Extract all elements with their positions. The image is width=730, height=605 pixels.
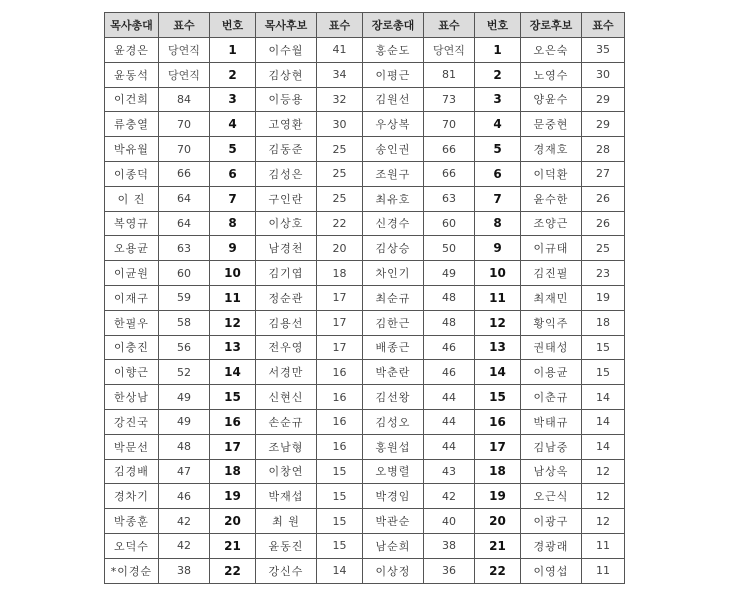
- elder-candidate-votes: 12: [582, 459, 625, 484]
- elder-delegate-votes: 73: [424, 87, 475, 112]
- pastor-candidate-name: 정순관: [256, 285, 317, 310]
- pastor-candidate-votes: 17: [317, 285, 363, 310]
- pastor-candidate-name: 김상현: [256, 62, 317, 87]
- elder-delegate-name: 박춘란: [363, 360, 424, 385]
- pastor-candidate-name: 강신수: [256, 558, 317, 583]
- table-row: [105, 434, 625, 459]
- header-number: 번호: [475, 13, 521, 38]
- elder-candidate-votes: 12: [582, 509, 625, 534]
- elder-delegate-name: 박경임: [363, 484, 424, 509]
- elder-candidate-name: 양윤수: [521, 87, 582, 112]
- elder-candidate-number: 15: [475, 385, 521, 410]
- header-votes: 표수: [582, 13, 625, 38]
- pastor-candidate-votes: 15: [317, 533, 363, 558]
- pastor-candidate-number: 10: [210, 261, 256, 286]
- table-row: [105, 236, 625, 261]
- elder-delegate-votes: 36: [424, 558, 475, 583]
- elder-candidate-name: 이용균: [521, 360, 582, 385]
- elder-candidate-number: 13: [475, 335, 521, 360]
- pastor-delegate-name: 김경배: [105, 459, 159, 484]
- pastor-candidate-votes: 20: [317, 236, 363, 261]
- pastor-delegate-votes: 56: [159, 335, 210, 360]
- pastor-delegate-name: 이건희: [105, 87, 159, 112]
- elder-candidate-votes: 26: [582, 211, 625, 236]
- pastor-candidate-number: 2: [210, 62, 256, 87]
- pastor-delegate-votes: 84: [159, 87, 210, 112]
- pastor-delegate-votes: 58: [159, 310, 210, 335]
- elder-delegate-name: 김원선: [363, 87, 424, 112]
- elder-delegate-votes: 40: [424, 509, 475, 534]
- pastor-candidate-name: 조남형: [256, 434, 317, 459]
- elder-candidate-votes: 11: [582, 558, 625, 583]
- elder-delegate-votes: 60: [424, 211, 475, 236]
- election-results-table-wrap: [104, 12, 624, 584]
- elder-candidate-votes: 30: [582, 62, 625, 87]
- pastor-candidate-votes: 16: [317, 434, 363, 459]
- elder-candidate-number: 8: [475, 211, 521, 236]
- pastor-candidate-votes: 22: [317, 211, 363, 236]
- elder-candidate-number: 9: [475, 236, 521, 261]
- pastor-delegate-votes: 당연직: [159, 62, 210, 87]
- pastor-delegate-name: 류충열: [105, 112, 159, 137]
- pastor-delegate-votes: 42: [159, 533, 210, 558]
- pastor-delegate-votes: 42: [159, 509, 210, 534]
- pastor-candidate-votes: 41: [317, 38, 363, 63]
- elder-candidate-votes: 15: [582, 335, 625, 360]
- elder-delegate-name: 김한근: [363, 310, 424, 335]
- elder-delegate-name: 박관순: [363, 509, 424, 534]
- pastor-candidate-number: 20: [210, 509, 256, 534]
- elder-delegate-votes: 당연직: [424, 38, 475, 63]
- pastor-delegate-votes: 당연직: [159, 38, 210, 63]
- pastor-delegate-votes: 64: [159, 186, 210, 211]
- elder-delegate-votes: 44: [424, 385, 475, 410]
- table-row: [105, 211, 625, 236]
- elder-candidate-name: 오근식: [521, 484, 582, 509]
- pastor-candidate-votes: 18: [317, 261, 363, 286]
- elder-candidate-name: 남상옥: [521, 459, 582, 484]
- table-row: [105, 137, 625, 162]
- pastor-candidate-number: 11: [210, 285, 256, 310]
- pastor-candidate-number: 9: [210, 236, 256, 261]
- pastor-candidate-votes: 15: [317, 509, 363, 534]
- pastor-delegate-name: 한필우: [105, 310, 159, 335]
- pastor-candidate-name: 이상호: [256, 211, 317, 236]
- elder-candidate-votes: 18: [582, 310, 625, 335]
- header-votes: 표수: [159, 13, 210, 38]
- elder-delegate-name: 차인기: [363, 261, 424, 286]
- elder-candidate-number: 19: [475, 484, 521, 509]
- pastor-delegate-name: 윤동석: [105, 62, 159, 87]
- pastor-delegate-name: 오용균: [105, 236, 159, 261]
- pastor-candidate-name: 손순규: [256, 409, 317, 434]
- pastor-candidate-number: 1: [210, 38, 256, 63]
- pastor-candidate-name: 남경천: [256, 236, 317, 261]
- elder-candidate-number: 22: [475, 558, 521, 583]
- elder-delegate-name: 홍원섭: [363, 434, 424, 459]
- elder-delegate-votes: 48: [424, 310, 475, 335]
- pastor-candidate-name: 신현신: [256, 385, 317, 410]
- pastor-candidate-votes: 25: [317, 186, 363, 211]
- pastor-candidate-number: 7: [210, 186, 256, 211]
- pastor-delegate-name: 이향근: [105, 360, 159, 385]
- elder-delegate-votes: 66: [424, 161, 475, 186]
- pastor-delegate-name: 윤경은: [105, 38, 159, 63]
- table-row: [105, 285, 625, 310]
- pastor-candidate-name: 김동준: [256, 137, 317, 162]
- elder-candidate-name: 윤수한: [521, 186, 582, 211]
- elder-candidate-number: 17: [475, 434, 521, 459]
- elder-candidate-votes: 15: [582, 360, 625, 385]
- pastor-candidate-votes: 25: [317, 137, 363, 162]
- pastor-candidate-votes: 15: [317, 459, 363, 484]
- pastor-candidate-number: 19: [210, 484, 256, 509]
- pastor-candidate-votes: 30: [317, 112, 363, 137]
- elder-candidate-number: 4: [475, 112, 521, 137]
- elder-candidate-number: 7: [475, 186, 521, 211]
- pastor-candidate-number: 21: [210, 533, 256, 558]
- table-row: [105, 533, 625, 558]
- pastor-candidate-number: 3: [210, 87, 256, 112]
- table-row: [105, 385, 625, 410]
- elder-delegate-votes: 46: [424, 360, 475, 385]
- elder-candidate-votes: 12: [582, 484, 625, 509]
- elder-candidate-votes: 26: [582, 186, 625, 211]
- elder-candidate-number: 12: [475, 310, 521, 335]
- pastor-candidate-number: 16: [210, 409, 256, 434]
- elder-candidate-name: 이영섭: [521, 558, 582, 583]
- pastor-candidate-votes: 25: [317, 161, 363, 186]
- elder-candidate-votes: 29: [582, 87, 625, 112]
- elder-candidate-name: 최재민: [521, 285, 582, 310]
- pastor-candidate-name: 이창연: [256, 459, 317, 484]
- pastor-delegate-votes: 64: [159, 211, 210, 236]
- pastor-candidate-name: 이등용: [256, 87, 317, 112]
- elder-candidate-name: 이규태: [521, 236, 582, 261]
- table-row: [105, 261, 625, 286]
- pastor-delegate-votes: 52: [159, 360, 210, 385]
- elder-candidate-votes: 14: [582, 434, 625, 459]
- table-row: [105, 62, 625, 87]
- elder-delegate-name: 송인권: [363, 137, 424, 162]
- elder-delegate-votes: 46: [424, 335, 475, 360]
- elder-delegate-name: 김성오: [363, 409, 424, 434]
- header-votes: 표수: [424, 13, 475, 38]
- pastor-candidate-name: 구인란: [256, 186, 317, 211]
- pastor-candidate-votes: 16: [317, 360, 363, 385]
- pastor-delegate-name: 복영규: [105, 211, 159, 236]
- elder-delegate-votes: 81: [424, 62, 475, 87]
- table-body: [105, 38, 625, 584]
- elder-delegate-votes: 49: [424, 261, 475, 286]
- pastor-delegate-name: 이충진: [105, 335, 159, 360]
- elder-candidate-votes: 29: [582, 112, 625, 137]
- elder-delegate-name: 배종근: [363, 335, 424, 360]
- elder-delegate-votes: 43: [424, 459, 475, 484]
- pastor-delegate-votes: 60: [159, 261, 210, 286]
- elder-delegate-name: 남순희: [363, 533, 424, 558]
- elder-delegate-votes: 44: [424, 434, 475, 459]
- elder-candidate-votes: 23: [582, 261, 625, 286]
- elder-candidate-number: 10: [475, 261, 521, 286]
- table-row: [105, 112, 625, 137]
- elder-delegate-name: 김선왕: [363, 385, 424, 410]
- elder-delegate-name: 조원구: [363, 161, 424, 186]
- pastor-delegate-name: 이종덕: [105, 161, 159, 186]
- table-row: [105, 558, 625, 583]
- pastor-delegate-votes: 47: [159, 459, 210, 484]
- pastor-delegate-name: 이 진: [105, 186, 159, 211]
- header-number: 번호: [210, 13, 256, 38]
- pastor-delegate-name: 박종훈: [105, 509, 159, 534]
- elder-candidate-votes: 27: [582, 161, 625, 186]
- elder-candidate-votes: 19: [582, 285, 625, 310]
- elder-candidate-name: 김진필: [521, 261, 582, 286]
- pastor-delegate-votes: 70: [159, 112, 210, 137]
- pastor-candidate-number: 4: [210, 112, 256, 137]
- pastor-candidate-name: 전우영: [256, 335, 317, 360]
- pastor-delegate-votes: 38: [159, 558, 210, 583]
- elder-candidate-votes: 14: [582, 409, 625, 434]
- pastor-candidate-number: 22: [210, 558, 256, 583]
- elder-delegate-votes: 42: [424, 484, 475, 509]
- elder-candidate-name: 문중현: [521, 112, 582, 137]
- header-pastor-candidate: 목사후보: [256, 13, 317, 38]
- pastor-delegate-votes: 70: [159, 137, 210, 162]
- pastor-delegate-votes: 66: [159, 161, 210, 186]
- pastor-delegate-name: 박유월: [105, 137, 159, 162]
- table-row: [105, 459, 625, 484]
- elder-candidate-name: 박태규: [521, 409, 582, 434]
- pastor-delegate-name: *이경순: [105, 558, 159, 583]
- pastor-delegate-name: 이균원: [105, 261, 159, 286]
- pastor-candidate-number: 14: [210, 360, 256, 385]
- elder-candidate-number: 18: [475, 459, 521, 484]
- elder-candidate-votes: 25: [582, 236, 625, 261]
- pastor-candidate-name: 최 원: [256, 509, 317, 534]
- elder-candidate-number: 20: [475, 509, 521, 534]
- elder-candidate-number: 16: [475, 409, 521, 434]
- elder-delegate-votes: 50: [424, 236, 475, 261]
- elder-delegate-votes: 66: [424, 137, 475, 162]
- pastor-candidate-name: 고영환: [256, 112, 317, 137]
- pastor-delegate-votes: 59: [159, 285, 210, 310]
- pastor-delegate-name: 이재구: [105, 285, 159, 310]
- elder-delegate-votes: 38: [424, 533, 475, 558]
- pastor-candidate-number: 15: [210, 385, 256, 410]
- header-elder-delegate: 장로총대: [363, 13, 424, 38]
- elder-candidate-votes: 28: [582, 137, 625, 162]
- pastor-candidate-number: 8: [210, 211, 256, 236]
- pastor-candidate-name: 이수월: [256, 38, 317, 63]
- pastor-candidate-number: 12: [210, 310, 256, 335]
- elder-candidate-number: 1: [475, 38, 521, 63]
- pastor-candidate-number: 6: [210, 161, 256, 186]
- elder-delegate-name: 신경수: [363, 211, 424, 236]
- elder-candidate-name: 김남중: [521, 434, 582, 459]
- elder-candidate-name: 이춘규: [521, 385, 582, 410]
- pastor-delegate-votes: 46: [159, 484, 210, 509]
- table-row: [105, 484, 625, 509]
- pastor-candidate-name: 김용선: [256, 310, 317, 335]
- pastor-delegate-votes: 49: [159, 385, 210, 410]
- table-row: [105, 186, 625, 211]
- pastor-delegate-name: 경차기: [105, 484, 159, 509]
- elder-delegate-votes: 48: [424, 285, 475, 310]
- elder-candidate-name: 노영수: [521, 62, 582, 87]
- pastor-candidate-name: 김성은: [256, 161, 317, 186]
- elder-delegate-name: 우상복: [363, 112, 424, 137]
- pastor-candidate-name: 박재섭: [256, 484, 317, 509]
- pastor-candidate-number: 5: [210, 137, 256, 162]
- table-row: [105, 509, 625, 534]
- pastor-delegate-votes: 48: [159, 434, 210, 459]
- elder-candidate-name: 황익주: [521, 310, 582, 335]
- pastor-candidate-votes: 14: [317, 558, 363, 583]
- pastor-delegate-name: 강진국: [105, 409, 159, 434]
- elder-delegate-name: 이상정: [363, 558, 424, 583]
- table-row: [105, 87, 625, 112]
- elder-candidate-name: 경재호: [521, 137, 582, 162]
- pastor-candidate-votes: 16: [317, 409, 363, 434]
- pastor-candidate-votes: 16: [317, 385, 363, 410]
- elder-candidate-name: 오은숙: [521, 38, 582, 63]
- elder-delegate-votes: 44: [424, 409, 475, 434]
- pastor-candidate-name: 윤동진: [256, 533, 317, 558]
- elder-candidate-number: 6: [475, 161, 521, 186]
- header-votes: 표수: [317, 13, 363, 38]
- elder-delegate-name: 김상승: [363, 236, 424, 261]
- elder-candidate-number: 14: [475, 360, 521, 385]
- pastor-candidate-number: 17: [210, 434, 256, 459]
- elder-candidate-number: 5: [475, 137, 521, 162]
- pastor-delegate-name: 한상남: [105, 385, 159, 410]
- elder-delegate-votes: 70: [424, 112, 475, 137]
- table-row: [105, 161, 625, 186]
- table-row: [105, 360, 625, 385]
- elder-candidate-number: 2: [475, 62, 521, 87]
- elder-delegate-name: 오병렬: [363, 459, 424, 484]
- table-row: [105, 310, 625, 335]
- elder-candidate-name: 조양근: [521, 211, 582, 236]
- pastor-candidate-votes: 15: [317, 484, 363, 509]
- pastor-candidate-votes: 17: [317, 335, 363, 360]
- header-row: [105, 13, 625, 38]
- pastor-delegate-votes: 63: [159, 236, 210, 261]
- elder-candidate-name: 이광구: [521, 509, 582, 534]
- pastor-candidate-number: 18: [210, 459, 256, 484]
- pastor-delegate-name: 박문선: [105, 434, 159, 459]
- pastor-candidate-name: 서경만: [256, 360, 317, 385]
- elder-candidate-number: 11: [475, 285, 521, 310]
- header-pastor-delegate: 목사총대: [105, 13, 159, 38]
- pastor-candidate-name: 김기엽: [256, 261, 317, 286]
- elder-candidate-name: 이덕환: [521, 161, 582, 186]
- elder-delegate-name: 최순규: [363, 285, 424, 310]
- table-row: [105, 335, 625, 360]
- elder-delegate-name: 이평근: [363, 62, 424, 87]
- pastor-delegate-name: 오덕수: [105, 533, 159, 558]
- elder-candidate-votes: 14: [582, 385, 625, 410]
- elder-candidate-votes: 11: [582, 533, 625, 558]
- elder-delegate-name: 최유호: [363, 186, 424, 211]
- pastor-candidate-number: 13: [210, 335, 256, 360]
- elder-delegate-votes: 63: [424, 186, 475, 211]
- table-row: [105, 409, 625, 434]
- elder-candidate-name: 경광래: [521, 533, 582, 558]
- pastor-candidate-votes: 17: [317, 310, 363, 335]
- election-results-table: [104, 12, 625, 584]
- elder-candidate-number: 3: [475, 87, 521, 112]
- elder-candidate-number: 21: [475, 533, 521, 558]
- pastor-candidate-votes: 34: [317, 62, 363, 87]
- table-row: [105, 38, 625, 63]
- header-elder-candidate: 장로후보: [521, 13, 582, 38]
- elder-candidate-name: 권태성: [521, 335, 582, 360]
- pastor-candidate-votes: 32: [317, 87, 363, 112]
- elder-candidate-votes: 35: [582, 38, 625, 63]
- elder-delegate-name: 홍순도: [363, 38, 424, 63]
- pastor-delegate-votes: 49: [159, 409, 210, 434]
